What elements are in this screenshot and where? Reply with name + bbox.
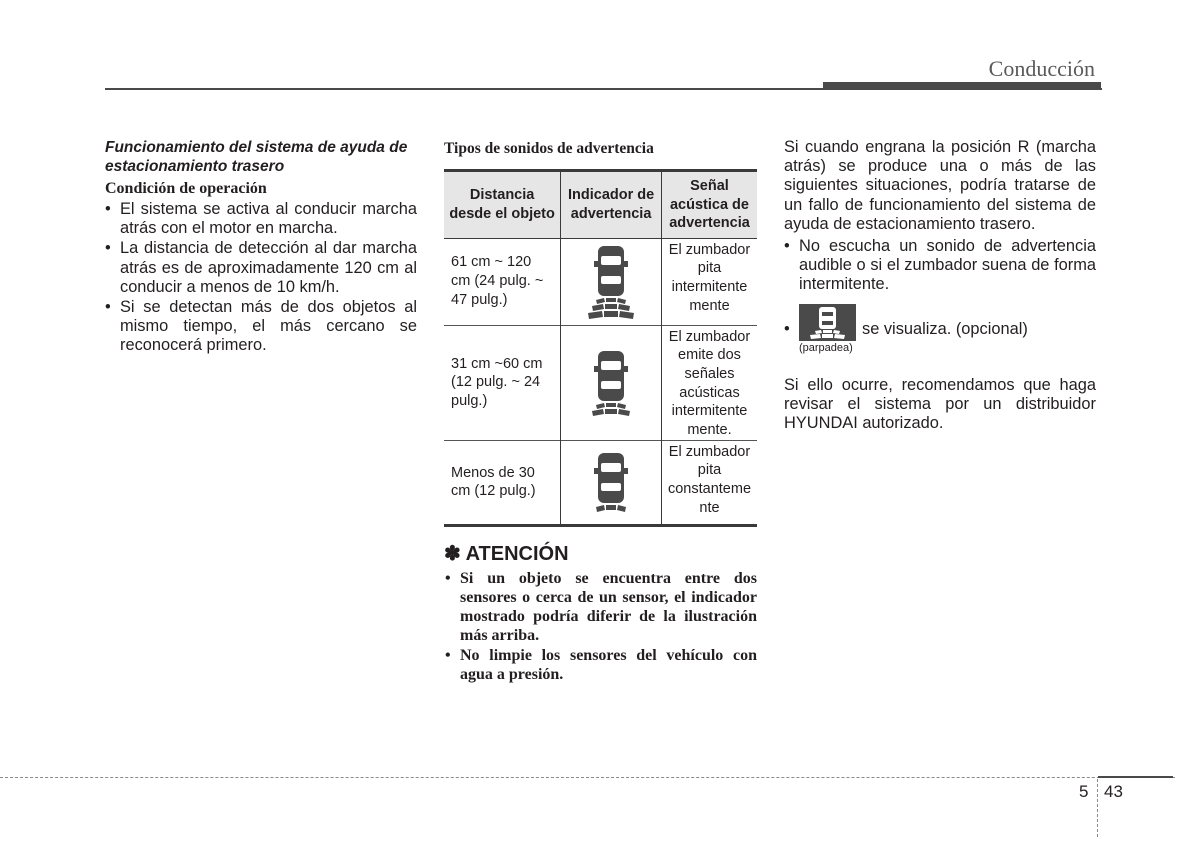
section-number: 5 bbox=[1079, 782, 1089, 801]
indicator-text: se visualiza. (opcional) bbox=[862, 319, 1028, 338]
section-subheading: Funcionamiento del sistema de ayuda de estacionamiento trasero bbox=[105, 139, 408, 175]
car-sensor-2-bars-icon bbox=[584, 347, 638, 419]
left-column bbox=[105, 138, 417, 357]
indicator-caption: (parpadea) bbox=[799, 341, 853, 354]
list-item: • El sistema se activa al conducir marcha atrás con el motor en marcha. bbox=[105, 200, 417, 238]
header-rule bbox=[105, 88, 1102, 90]
car-sensor-3-bars-icon bbox=[584, 242, 638, 322]
attention-list bbox=[444, 569, 757, 685]
condition-list bbox=[105, 200, 417, 356]
distance-cell: 31 cm ~60 cm (12 pulg. ~ 24 pulg.) bbox=[444, 325, 561, 440]
distance-cell: Menos de 30 cm (12 pulg.) bbox=[444, 440, 561, 525]
col-header-distance: Distancia desde el objeto bbox=[444, 171, 561, 239]
list-item: • La distancia de detección al dar marcha atrás es de aproximadamente 120 cm al conducir a menos de 10 km/h. bbox=[105, 239, 417, 297]
warning-sound-table bbox=[444, 169, 757, 527]
list-item: • Si se detectan más de dos objetos al mismo tiempo, el más cercano se reconocerá primero. bbox=[105, 298, 417, 356]
sound-cell: El zumbador pita intermitente mente bbox=[661, 238, 757, 325]
indicator-cell bbox=[561, 238, 662, 325]
footer-page-divider bbox=[1097, 779, 1098, 837]
attention-heading: ✽ ATENCIÓN bbox=[444, 543, 569, 565]
sound-cell: El zumbador pita constanteme nte bbox=[661, 440, 757, 525]
sound-cell: El zumbador emite dos señales acústicas intermitente mente. bbox=[661, 325, 757, 440]
list-item: • No limpie los sensores del vehículo con agua a presión. bbox=[444, 646, 757, 684]
table-row bbox=[444, 440, 757, 525]
list-item: • No escucha un sonido de advertencia audible o si el zumbador suena de forma intermitente. bbox=[784, 237, 1096, 295]
condition-heading: Condición de operación bbox=[105, 180, 267, 197]
list-item: • Si un objeto se encuentra entre dos sensores o cerca de un sensor, el indicador mostrado podría diferir de la ilustración más arriba. bbox=[444, 569, 757, 645]
symptom-list bbox=[784, 237, 1096, 295]
right-column bbox=[784, 138, 1096, 433]
car-sensor-1-bar-icon bbox=[584, 449, 638, 515]
table-title: Tipos de sonidos de advertencia bbox=[444, 140, 654, 157]
page-header-title: Conducción bbox=[988, 56, 1095, 81]
closing-paragraph: Si ello ocurre, recomendamos que haga revisar el sistema por un distribuidor HYUNDAI autorizado. bbox=[784, 375, 1096, 433]
indicator-row bbox=[784, 304, 1096, 374]
col-header-indicator: Indicador de advertencia bbox=[561, 171, 662, 239]
col-header-sound: Señal acústica de advertencia bbox=[661, 171, 757, 239]
footer-accent-line bbox=[1098, 776, 1173, 778]
table-header-row bbox=[444, 171, 757, 239]
indicator-cell bbox=[561, 325, 662, 440]
distance-cell: 61 cm ~ 120 cm (24 pulg. ~ 47 pulg.) bbox=[444, 238, 561, 325]
parking-assist-warning-icon bbox=[799, 304, 856, 341]
footer-divider bbox=[0, 777, 1175, 778]
intro-paragraph: Si cuando engrana la posición R (marcha atrás) se produce una o más de las siguientes situaciones, podría tratarse de un fallo de funcionamiento del sistema de ayuda de estacionamiento trasero. bbox=[784, 138, 1096, 233]
page-number: 43 bbox=[1104, 782, 1123, 801]
indicator-cell bbox=[561, 440, 662, 525]
bullet-icon: • bbox=[784, 319, 790, 338]
table-row bbox=[444, 238, 757, 325]
table-row bbox=[444, 325, 757, 440]
